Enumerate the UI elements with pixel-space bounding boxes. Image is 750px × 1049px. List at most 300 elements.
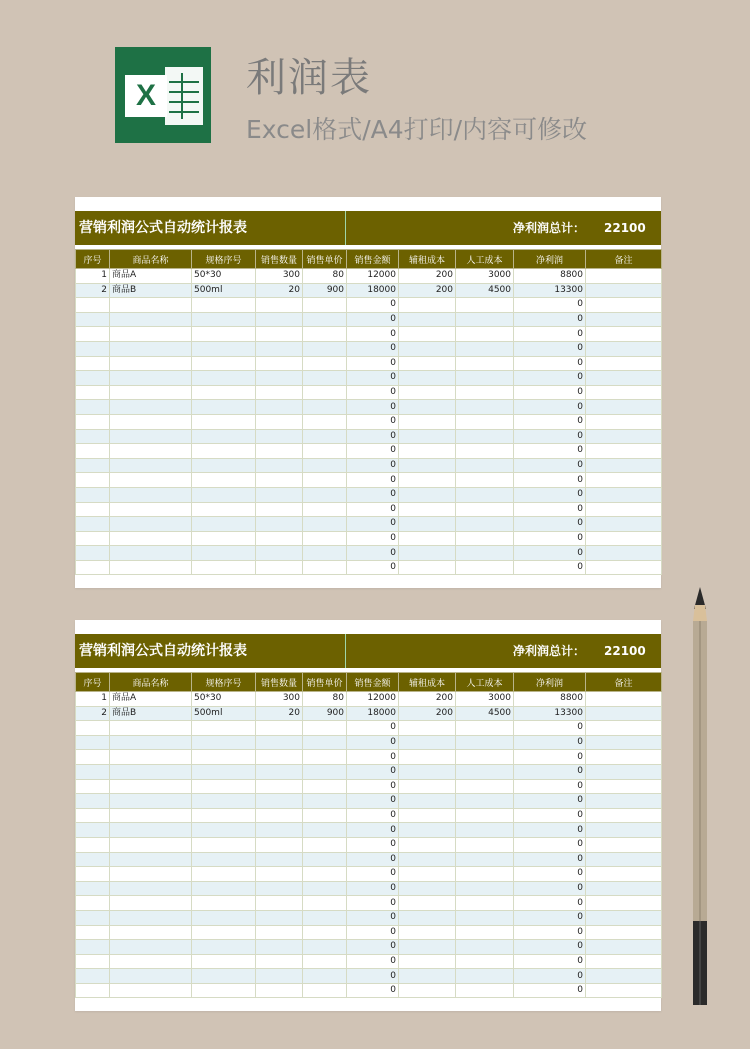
table-cell[interactable] — [303, 867, 347, 882]
table-cell[interactable] — [76, 487, 110, 502]
table-cell[interactable] — [256, 852, 303, 867]
table-cell[interactable] — [110, 823, 192, 838]
table-cell[interactable]: 0 — [514, 837, 586, 852]
table-cell[interactable]: 0 — [347, 867, 399, 882]
table-cell[interactable] — [110, 954, 192, 969]
table-cell[interactable] — [76, 940, 110, 955]
table-cell[interactable]: 2 — [76, 706, 110, 721]
table-cell[interactable]: 0 — [514, 721, 586, 736]
table-cell[interactable] — [110, 531, 192, 546]
table-cell[interactable] — [192, 852, 256, 867]
table-cell[interactable] — [256, 414, 303, 429]
table-cell[interactable] — [456, 925, 514, 940]
table-cell[interactable] — [586, 837, 662, 852]
table-cell[interactable] — [399, 458, 456, 473]
table-cell[interactable] — [76, 560, 110, 575]
table-cell[interactable] — [456, 867, 514, 882]
table-cell[interactable] — [192, 400, 256, 415]
table-cell[interactable] — [456, 764, 514, 779]
table-cell[interactable] — [76, 400, 110, 415]
table-cell[interactable] — [399, 341, 456, 356]
table-cell[interactable] — [456, 385, 514, 400]
table-cell[interactable]: 200 — [399, 283, 456, 298]
table-cell[interactable] — [456, 312, 514, 327]
table-cell[interactable]: 300 — [256, 692, 303, 707]
table-cell[interactable]: 500ml — [192, 283, 256, 298]
table-cell[interactable]: 0 — [514, 327, 586, 342]
table-cell[interactable] — [399, 735, 456, 750]
table-cell[interactable] — [586, 400, 662, 415]
table-cell[interactable] — [110, 298, 192, 313]
table-cell[interactable] — [586, 487, 662, 502]
table-cell[interactable] — [456, 444, 514, 459]
table-cell[interactable]: 0 — [514, 414, 586, 429]
table-cell[interactable] — [192, 414, 256, 429]
table-cell[interactable]: 0 — [347, 517, 399, 532]
table-cell[interactable] — [399, 531, 456, 546]
table-cell[interactable] — [192, 546, 256, 561]
table-cell[interactable] — [76, 823, 110, 838]
table-cell[interactable] — [399, 910, 456, 925]
table-cell[interactable] — [192, 531, 256, 546]
table-cell[interactable] — [110, 735, 192, 750]
table-cell[interactable] — [303, 546, 347, 561]
table-cell[interactable]: 0 — [514, 823, 586, 838]
column-header[interactable]: 备注 — [586, 673, 662, 692]
table-cell[interactable]: 0 — [347, 385, 399, 400]
table-cell[interactable]: 3000 — [456, 269, 514, 284]
table-cell[interactable] — [303, 852, 347, 867]
table-cell[interactable] — [303, 881, 347, 896]
table-cell[interactable] — [192, 502, 256, 517]
table-cell[interactable] — [76, 735, 110, 750]
table-cell[interactable] — [456, 531, 514, 546]
table-cell[interactable] — [256, 458, 303, 473]
table-cell[interactable]: 12000 — [347, 269, 399, 284]
table-cell[interactable] — [192, 925, 256, 940]
column-header[interactable]: 销售数量 — [256, 673, 303, 692]
table-cell[interactable] — [192, 560, 256, 575]
table-cell[interactable] — [110, 458, 192, 473]
table-cell[interactable] — [303, 808, 347, 823]
table-cell[interactable]: 20 — [256, 706, 303, 721]
table-cell[interactable]: 商品B — [110, 706, 192, 721]
table-cell[interactable] — [399, 400, 456, 415]
table-cell[interactable] — [110, 517, 192, 532]
table-cell[interactable] — [110, 881, 192, 896]
table-cell[interactable]: 0 — [347, 298, 399, 313]
table-cell[interactable]: 0 — [347, 327, 399, 342]
table-cell[interactable] — [586, 269, 662, 284]
table-cell[interactable] — [586, 502, 662, 517]
table-cell[interactable] — [399, 298, 456, 313]
table-cell[interactable] — [192, 487, 256, 502]
table-cell[interactable] — [192, 750, 256, 765]
table-cell[interactable]: 0 — [514, 779, 586, 794]
table-cell[interactable] — [303, 298, 347, 313]
table-cell[interactable] — [76, 414, 110, 429]
table-cell[interactable] — [399, 429, 456, 444]
table-cell[interactable] — [456, 371, 514, 386]
table-cell[interactable] — [586, 341, 662, 356]
table-cell[interactable]: 0 — [514, 546, 586, 561]
table-cell[interactable]: 18000 — [347, 706, 399, 721]
table-cell[interactable] — [586, 925, 662, 940]
table-cell[interactable]: 200 — [399, 692, 456, 707]
table-cell[interactable] — [586, 444, 662, 459]
table-cell[interactable] — [110, 341, 192, 356]
table-cell[interactable] — [586, 954, 662, 969]
table-cell[interactable] — [256, 356, 303, 371]
table-cell[interactable] — [586, 706, 662, 721]
table-cell[interactable] — [303, 837, 347, 852]
table-cell[interactable] — [192, 983, 256, 998]
table-cell[interactable]: 0 — [347, 794, 399, 809]
table-cell[interactable] — [256, 896, 303, 911]
table-cell[interactable] — [303, 371, 347, 386]
column-header[interactable]: 销售数量 — [256, 250, 303, 269]
table-cell[interactable]: 0 — [514, 371, 586, 386]
table-cell[interactable] — [586, 473, 662, 488]
table-cell[interactable] — [399, 779, 456, 794]
table-cell[interactable] — [456, 414, 514, 429]
table-cell[interactable] — [303, 487, 347, 502]
table-cell[interactable] — [586, 823, 662, 838]
table-cell[interactable] — [110, 925, 192, 940]
table-cell[interactable]: 0 — [347, 356, 399, 371]
table-cell[interactable] — [192, 969, 256, 984]
column-header[interactable]: 规格序号 — [192, 250, 256, 269]
table-cell[interactable]: 0 — [514, 444, 586, 459]
table-cell[interactable] — [456, 954, 514, 969]
table-cell[interactable] — [76, 298, 110, 313]
table-cell[interactable] — [399, 414, 456, 429]
table-cell[interactable] — [110, 779, 192, 794]
table-cell[interactable]: 0 — [514, 954, 586, 969]
table-cell[interactable]: 0 — [514, 867, 586, 882]
table-cell[interactable] — [456, 560, 514, 575]
table-cell[interactable]: 0 — [347, 735, 399, 750]
table-cell[interactable] — [76, 341, 110, 356]
table-cell[interactable] — [256, 444, 303, 459]
table-cell[interactable] — [399, 487, 456, 502]
column-header[interactable]: 净利润 — [514, 250, 586, 269]
table-cell[interactable]: 0 — [347, 458, 399, 473]
table-cell[interactable] — [110, 940, 192, 955]
table-cell[interactable] — [586, 721, 662, 736]
table-cell[interactable] — [399, 546, 456, 561]
table-cell[interactable] — [586, 735, 662, 750]
table-cell[interactable]: 0 — [347, 910, 399, 925]
table-cell[interactable] — [456, 940, 514, 955]
table-cell[interactable] — [586, 546, 662, 561]
table-cell[interactable] — [110, 750, 192, 765]
table-cell[interactable]: 80 — [303, 269, 347, 284]
table-cell[interactable] — [399, 794, 456, 809]
table-cell[interactable] — [399, 867, 456, 882]
table-cell[interactable] — [456, 721, 514, 736]
table-cell[interactable] — [399, 808, 456, 823]
column-header[interactable]: 商品名称 — [110, 673, 192, 692]
table-cell[interactable]: 0 — [514, 560, 586, 575]
column-header[interactable]: 销售单价 — [303, 250, 347, 269]
table-cell[interactable] — [303, 721, 347, 736]
table-cell[interactable]: 20 — [256, 283, 303, 298]
table-cell[interactable] — [192, 473, 256, 488]
table-cell[interactable] — [399, 837, 456, 852]
table-cell[interactable]: 4500 — [456, 283, 514, 298]
table-cell[interactable] — [456, 910, 514, 925]
table-cell[interactable] — [456, 487, 514, 502]
table-cell[interactable]: 500ml — [192, 706, 256, 721]
table-cell[interactable]: 1 — [76, 269, 110, 284]
table-cell[interactable] — [456, 837, 514, 852]
table-cell[interactable]: 0 — [347, 764, 399, 779]
table-cell[interactable]: 0 — [347, 881, 399, 896]
table-cell[interactable] — [256, 794, 303, 809]
table-cell[interactable] — [399, 560, 456, 575]
table-cell[interactable]: 0 — [514, 356, 586, 371]
table-cell[interactable] — [76, 896, 110, 911]
table-cell[interactable] — [303, 750, 347, 765]
table-cell[interactable]: 50*30 — [192, 269, 256, 284]
table-cell[interactable] — [110, 356, 192, 371]
table-cell[interactable]: 0 — [347, 312, 399, 327]
table-cell[interactable]: 0 — [347, 487, 399, 502]
table-cell[interactable] — [192, 429, 256, 444]
table-cell[interactable] — [256, 823, 303, 838]
table-cell[interactable] — [456, 735, 514, 750]
table-cell[interactable] — [303, 794, 347, 809]
table-cell[interactable]: 2 — [76, 283, 110, 298]
table-cell[interactable] — [456, 881, 514, 896]
table-cell[interactable]: 1 — [76, 692, 110, 707]
table-cell[interactable] — [256, 371, 303, 386]
table-cell[interactable]: 0 — [514, 764, 586, 779]
table-cell[interactable] — [256, 779, 303, 794]
table-cell[interactable] — [256, 298, 303, 313]
table-cell[interactable] — [399, 940, 456, 955]
table-cell[interactable] — [586, 983, 662, 998]
table-cell[interactable]: 0 — [347, 837, 399, 852]
table-cell[interactable] — [76, 502, 110, 517]
table-cell[interactable] — [586, 852, 662, 867]
table-cell[interactable]: 3000 — [456, 692, 514, 707]
table-cell[interactable]: 0 — [347, 560, 399, 575]
table-cell[interactable] — [256, 808, 303, 823]
table-cell[interactable] — [110, 444, 192, 459]
table-cell[interactable] — [110, 969, 192, 984]
table-cell[interactable]: 0 — [347, 429, 399, 444]
table-cell[interactable] — [399, 721, 456, 736]
table-cell[interactable] — [110, 414, 192, 429]
table-cell[interactable]: 0 — [514, 429, 586, 444]
table-cell[interactable]: 200 — [399, 706, 456, 721]
table-cell[interactable] — [399, 371, 456, 386]
table-cell[interactable] — [256, 327, 303, 342]
table-cell[interactable] — [256, 867, 303, 882]
table-cell[interactable]: 0 — [514, 502, 586, 517]
table-cell[interactable] — [303, 735, 347, 750]
table-cell[interactable] — [76, 881, 110, 896]
table-cell[interactable] — [110, 312, 192, 327]
table-cell[interactable] — [192, 837, 256, 852]
table-cell[interactable] — [192, 385, 256, 400]
table-cell[interactable] — [256, 721, 303, 736]
table-cell[interactable]: 0 — [514, 458, 586, 473]
table-cell[interactable] — [76, 458, 110, 473]
table-cell[interactable]: 900 — [303, 283, 347, 298]
table-cell[interactable] — [586, 940, 662, 955]
table-cell[interactable] — [256, 502, 303, 517]
column-header[interactable]: 销售单价 — [303, 673, 347, 692]
table-cell[interactable] — [110, 385, 192, 400]
table-cell[interactable] — [256, 400, 303, 415]
table-cell[interactable] — [110, 502, 192, 517]
table-cell[interactable] — [456, 823, 514, 838]
table-cell[interactable] — [256, 312, 303, 327]
table-cell[interactable] — [303, 940, 347, 955]
table-cell[interactable] — [76, 444, 110, 459]
table-cell[interactable] — [110, 910, 192, 925]
table-cell[interactable] — [192, 444, 256, 459]
table-cell[interactable] — [303, 779, 347, 794]
table-cell[interactable] — [110, 371, 192, 386]
table-cell[interactable]: 0 — [347, 925, 399, 940]
table-cell[interactable] — [456, 983, 514, 998]
table-cell[interactable] — [586, 517, 662, 532]
table-cell[interactable] — [110, 867, 192, 882]
table-cell[interactable]: 0 — [347, 414, 399, 429]
table-cell[interactable] — [76, 852, 110, 867]
table-cell[interactable] — [192, 298, 256, 313]
table-cell[interactable] — [256, 910, 303, 925]
table-cell[interactable]: 50*30 — [192, 692, 256, 707]
table-cell[interactable] — [456, 546, 514, 561]
table-cell[interactable]: 0 — [514, 341, 586, 356]
table-cell[interactable] — [399, 750, 456, 765]
table-cell[interactable] — [76, 954, 110, 969]
table-cell[interactable] — [586, 283, 662, 298]
table-cell[interactable]: 0 — [347, 969, 399, 984]
table-cell[interactable] — [586, 414, 662, 429]
table-cell[interactable] — [192, 867, 256, 882]
table-cell[interactable] — [76, 371, 110, 386]
table-cell[interactable]: 0 — [514, 852, 586, 867]
table-cell[interactable]: 0 — [347, 546, 399, 561]
table-cell[interactable] — [192, 371, 256, 386]
table-cell[interactable] — [110, 473, 192, 488]
table-cell[interactable] — [256, 531, 303, 546]
table-cell[interactable]: 0 — [514, 735, 586, 750]
table-cell[interactable] — [76, 356, 110, 371]
table-cell[interactable] — [586, 910, 662, 925]
table-cell[interactable]: 12000 — [347, 692, 399, 707]
table-cell[interactable] — [192, 721, 256, 736]
table-cell[interactable] — [456, 517, 514, 532]
column-header[interactable]: 人工成本 — [456, 673, 514, 692]
table-cell[interactable] — [456, 794, 514, 809]
table-cell[interactable] — [456, 750, 514, 765]
table-cell[interactable] — [110, 487, 192, 502]
table-cell[interactable] — [256, 341, 303, 356]
table-cell[interactable] — [303, 341, 347, 356]
table-cell[interactable] — [303, 969, 347, 984]
table-cell[interactable]: 0 — [514, 925, 586, 940]
table-cell[interactable] — [256, 983, 303, 998]
table-cell[interactable] — [192, 794, 256, 809]
table-cell[interactable] — [303, 385, 347, 400]
table-cell[interactable]: 200 — [399, 269, 456, 284]
table-cell[interactable] — [303, 414, 347, 429]
table-cell[interactable] — [76, 808, 110, 823]
table-cell[interactable] — [456, 473, 514, 488]
table-cell[interactable] — [456, 429, 514, 444]
table-cell[interactable] — [110, 327, 192, 342]
table-cell[interactable]: 商品A — [110, 269, 192, 284]
table-cell[interactable] — [192, 735, 256, 750]
table-cell[interactable] — [586, 779, 662, 794]
table-cell[interactable] — [192, 881, 256, 896]
table-cell[interactable]: 0 — [347, 750, 399, 765]
table-cell[interactable] — [399, 356, 456, 371]
table-cell[interactable]: 0 — [514, 794, 586, 809]
table-cell[interactable] — [256, 429, 303, 444]
table-cell[interactable] — [256, 954, 303, 969]
table-cell[interactable]: 0 — [347, 721, 399, 736]
table-cell[interactable] — [256, 750, 303, 765]
table-cell[interactable] — [76, 925, 110, 940]
column-header[interactable]: 净利润 — [514, 673, 586, 692]
table-cell[interactable]: 0 — [514, 298, 586, 313]
table-cell[interactable]: 13300 — [514, 706, 586, 721]
table-cell[interactable]: 0 — [514, 969, 586, 984]
table-cell[interactable] — [399, 473, 456, 488]
table-cell[interactable] — [303, 444, 347, 459]
table-cell[interactable] — [303, 896, 347, 911]
table-cell[interactable] — [586, 385, 662, 400]
table-cell[interactable] — [303, 400, 347, 415]
table-cell[interactable]: 0 — [514, 940, 586, 955]
table-cell[interactable] — [303, 473, 347, 488]
table-cell[interactable] — [586, 692, 662, 707]
table-cell[interactable] — [586, 794, 662, 809]
table-cell[interactable] — [303, 356, 347, 371]
table-cell[interactable] — [110, 794, 192, 809]
table-cell[interactable] — [399, 502, 456, 517]
table-cell[interactable] — [456, 969, 514, 984]
table-cell[interactable] — [76, 764, 110, 779]
table-cell[interactable] — [76, 327, 110, 342]
table-cell[interactable]: 0 — [347, 502, 399, 517]
table-cell[interactable] — [110, 896, 192, 911]
table-cell[interactable] — [399, 852, 456, 867]
table-cell[interactable] — [303, 458, 347, 473]
table-cell[interactable] — [399, 969, 456, 984]
table-cell[interactable] — [76, 779, 110, 794]
table-cell[interactable] — [192, 327, 256, 342]
table-cell[interactable]: 0 — [347, 896, 399, 911]
table-cell[interactable] — [586, 458, 662, 473]
table-cell[interactable]: 0 — [514, 531, 586, 546]
table-cell[interactable] — [256, 473, 303, 488]
table-cell[interactable] — [76, 385, 110, 400]
table-cell[interactable] — [256, 925, 303, 940]
table-cell[interactable] — [110, 983, 192, 998]
table-cell[interactable] — [456, 356, 514, 371]
table-cell[interactable] — [586, 531, 662, 546]
table-cell[interactable] — [110, 808, 192, 823]
